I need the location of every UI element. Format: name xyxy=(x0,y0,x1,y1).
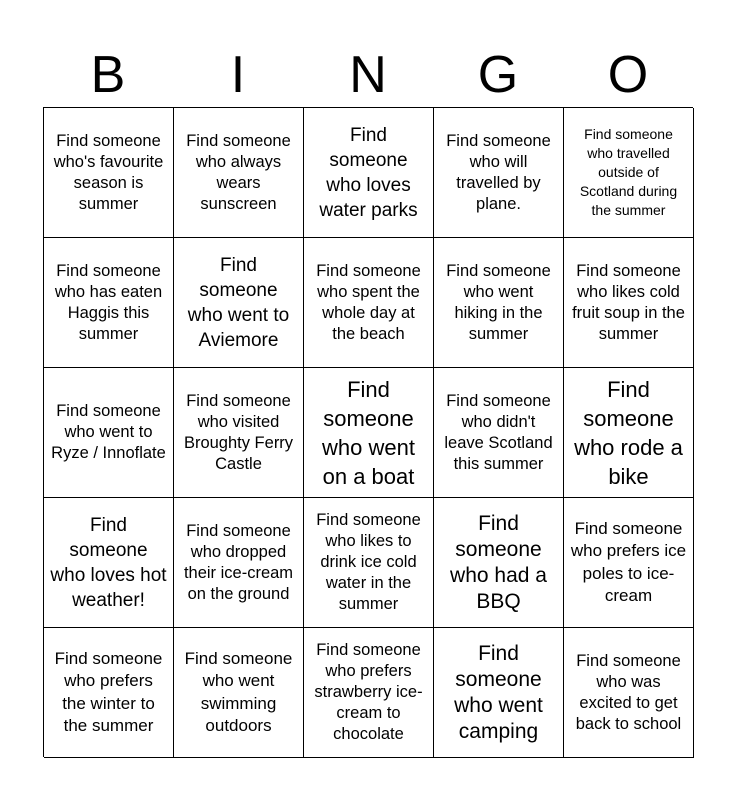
bingo-cell-text: Find someone who rode a bike xyxy=(574,376,683,489)
bingo-cell-text: Find someone who went swimming outdoors xyxy=(184,648,293,735)
bingo-cell[interactable] xyxy=(434,498,564,628)
bingo-cell[interactable] xyxy=(304,628,434,758)
bingo-cell-text: Find someone who spent the whole day at the beach xyxy=(316,261,421,343)
bingo-cell-text: Find someone who travelled outside of Scotland during the summer xyxy=(579,126,678,218)
bingo-cell-text: Find someone who will travelled by plane. xyxy=(446,131,551,213)
bingo-cell-text: Find someone who loves hot weather! xyxy=(50,514,167,611)
bingo-cell[interactable] xyxy=(304,498,434,628)
bingo-cell-text: Find someone who dropped their ice-cream on the ground xyxy=(183,521,294,603)
bingo-cell[interactable] xyxy=(304,368,434,498)
bingo-cell-text: Find someone who went on a boat xyxy=(322,376,415,489)
bingo-cell[interactable] xyxy=(564,628,694,758)
bingo-cell[interactable] xyxy=(564,108,694,238)
bingo-cell[interactable] xyxy=(44,108,174,238)
bingo-cell-text: Find someone who always wears sunscreen xyxy=(186,131,291,213)
bingo-cell[interactable] xyxy=(174,368,304,498)
bingo-cell[interactable] xyxy=(174,238,304,368)
bingo-cell[interactable] xyxy=(564,238,694,368)
bingo-cell-text: Find someone who was excited to get back to school xyxy=(575,651,682,733)
header-letter-i: I xyxy=(230,46,246,104)
bingo-cell-text: Find someone who went to Ryze / Innoflate xyxy=(51,402,166,462)
bingo-cell[interactable] xyxy=(564,498,694,628)
bingo-cell[interactable] xyxy=(304,238,434,368)
bingo-cell[interactable] xyxy=(434,368,564,498)
bingo-cell-text: Find someone who prefers strawberry ice-cream to chocolate xyxy=(314,641,423,743)
bingo-cell[interactable] xyxy=(434,628,564,758)
bingo-cell[interactable] xyxy=(44,238,174,368)
bingo-cell-text: Find someone who had a BBQ xyxy=(450,511,547,613)
bingo-cell[interactable] xyxy=(174,628,304,758)
bingo-cell[interactable] xyxy=(564,368,694,498)
header-letter-o: O xyxy=(607,46,649,104)
bingo-cell-text: Find someone who likes to drink ice cold water in the summer xyxy=(316,511,421,613)
bingo-cell[interactable] xyxy=(174,108,304,238)
bingo-cell-text: Find someone who didn't leave Scotland this summer xyxy=(444,391,553,473)
bingo-header xyxy=(43,44,693,106)
header-letter-g: G xyxy=(477,46,519,104)
header-letter-b: B xyxy=(90,46,126,104)
bingo-cell-text: Find someone who's favourite season is summer xyxy=(53,131,164,213)
bingo-cell-text: Find someone who has eaten Haggis this summer xyxy=(54,261,163,343)
bingo-cell[interactable] xyxy=(434,238,564,368)
bingo-cell-text: Find someone who visited Broughty Ferry Castle xyxy=(183,391,294,473)
bingo-cell-text: Find someone who went camping xyxy=(454,641,543,743)
bingo-cell[interactable] xyxy=(434,108,564,238)
bingo-cell[interactable] xyxy=(44,498,174,628)
bingo-cell[interactable] xyxy=(174,498,304,628)
bingo-cell[interactable] xyxy=(44,368,174,498)
bingo-cell-text: Find someone who prefers the winter to the summer xyxy=(54,648,163,735)
bingo-cell-text: Find someone who went to Aviemore xyxy=(187,254,290,351)
bingo-cell-text: Find someone who loves water parks xyxy=(319,124,418,221)
bingo-cell-text: Find someone who prefers ice poles to ice-cream xyxy=(570,518,687,605)
bingo-cell[interactable] xyxy=(304,108,434,238)
bingo-cell-text: Find someone who likes cold fruit soup in the summer xyxy=(572,261,685,343)
header-letter-n: N xyxy=(349,46,387,104)
bingo-cell-text: Find someone who went hiking in the summer xyxy=(446,261,551,343)
bingo-cell[interactable] xyxy=(44,628,174,758)
bingo-card-grid xyxy=(43,107,693,757)
